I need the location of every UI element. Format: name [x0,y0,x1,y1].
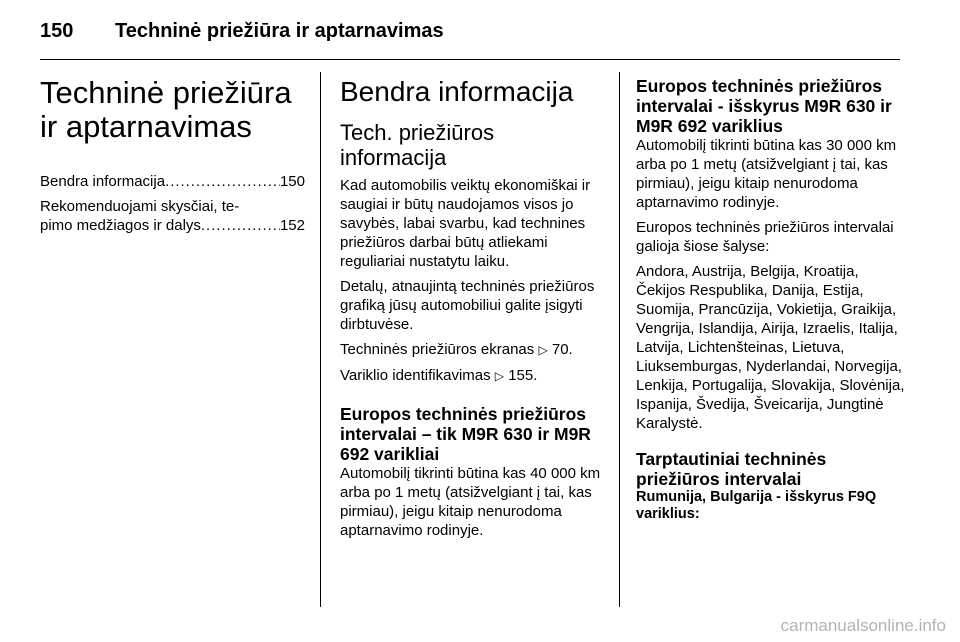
page-number: 150 [40,20,74,42]
heading-europe-intervals-except-m9r: Europos techninės priežiūros intervalai - išskyrus M9R 630 ir M9R 692 variklius [636,76,892,136]
column-divider-right [619,72,620,607]
general-info-column [340,76,605,546]
reference-page: 70. [551,341,573,358]
heading-europe-intervals-m9r: Europos techninės priežiūros intervalai – tik M9R 630 ir M9R 692 varikliai [340,404,591,464]
toc-entry-page: 152 [279,217,305,234]
subheading-romania-bulgaria: Rumunija, Bulgarija - išskyrus F9Q variklius: [636,489,877,522]
page-header [40,12,900,52]
reference-arrow-icon: ▷ [538,343,548,357]
reference-page: 155. [508,367,538,384]
paragraph-country-list: Andora, Austrija, Belgija, Kroatija, Čekijos Respublika, Danija, Estija, Suomija, Prancūzija, Vokietija, Graikija, Vengrija, Islandija, Airija, Izraelis, Italija, Latvija, Lichtenšteinas, Lietuva, Liuksemburgas, Nyderlandai, Norvegija, Lenkija, Portugalija, Slovakija, Slovėnija, Ispanija, Švedija, Šveicarija, Jungtinė Karalystė. [636,263,905,432]
page-header-title: Techninė priežiūra ir aptarnavimas [115,20,444,42]
reference-text: Techninės priežiūros ekranas [340,341,535,358]
paragraph-40000km: Automobilį tikrinti būtina kas 40 000 km arba po 1 metų (atsižvelgiant į tai, kas pirmiau), jeigu kitaip nenurodoma aptarnavimo rodinyje. [340,465,601,539]
watermark-text: carmanualsonline.info [780,616,946,635]
toc-entry-page: 150 [279,173,305,190]
header-rule [40,59,900,60]
heading-international-intervals: Tarptautiniai techninės priežiūros intervalai [636,449,827,489]
paragraph-intro: Kad automobilis veiktų ekonomiškai ir saugiai ir būtų naudojamos visos jo savybės, labai svarbu, kad technines priežiūros darbai būtų atliekami reguliariai nustatytu laiku. [340,177,591,270]
toc-entry-title: Bendra informacija [40,173,166,190]
cross-reference-service-display[interactable] [340,340,605,360]
table-of-contents [40,172,305,235]
toc-leader-dots [165,172,280,191]
paragraph-30000km: Automobilį tikrinti būtina kas 30 000 km arba po 1 metų (atsižvelgiant į tai, kas pirmiau), jeigu kitaip nenurodoma aptarnavimo rodinyje. [636,137,897,211]
toc-entry-general-info[interactable] [40,172,305,191]
reference-arrow-icon: ▷ [494,369,505,383]
toc-entry-title: pimo medžiagos ir dalys [40,217,201,234]
toc-column [40,76,305,241]
column-divider-left [320,72,321,607]
paragraph-countries-intro: Europos techninės priežiūros intervalai galioja šiose šalyse: [636,219,894,255]
intervals-column [636,76,906,523]
reference-text: Variklio identifikavimas [340,367,491,384]
subsection-title: Tech. priežiūros informacija [340,120,495,170]
paragraph-schedule: Detalų, atnaujintą techninės priežiūros grafiką jūsų automobiliui galite įsigyti dirbtuvėse. [340,278,595,333]
toc-leader-dots [201,216,280,235]
cross-reference-engine-id[interactable] [340,366,605,386]
chapter-title: Techninė priežiūra ir aptarnavimas [40,75,292,144]
section-title: Bendra informacija [340,76,574,107]
toc-entry-fluids[interactable] [40,197,305,235]
toc-entry-title-line1: Rekomenduojami skysčiai, te- [40,198,240,215]
